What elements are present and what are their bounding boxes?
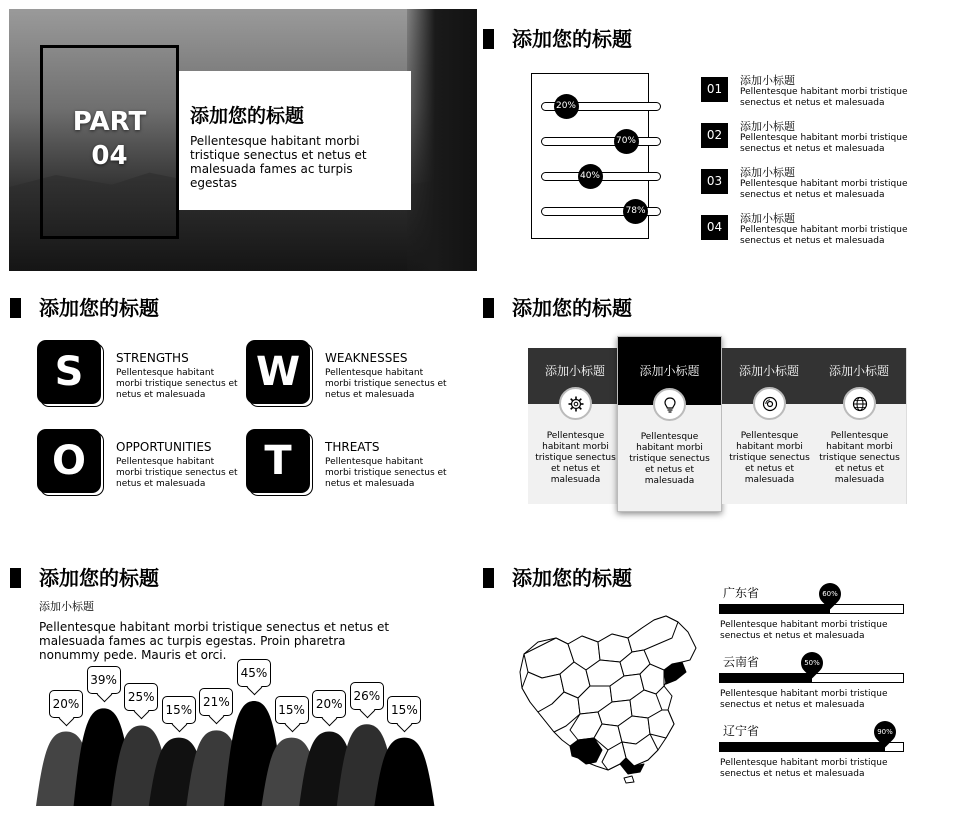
swot-desc: Pellentesque habitant morbi tristique senectus et netus et malesuada [116, 368, 238, 400]
cover-card [179, 71, 411, 210]
title-marker [483, 568, 494, 588]
slider-handle[interactable]: 70% [614, 129, 639, 154]
item-number: 02 [701, 123, 728, 148]
disc-icon [753, 387, 786, 420]
title-marker [483, 298, 494, 318]
list-item [701, 210, 941, 254]
slider-handle[interactable]: 20% [554, 94, 579, 119]
feature-column-highlighted [617, 336, 722, 512]
province-name: 广东省 [723, 586, 760, 600]
swot-letter: W [246, 340, 310, 404]
data-label: 25% [124, 683, 158, 711]
slide-map [482, 548, 950, 810]
data-label: 20% [49, 690, 83, 718]
swot-opportunities [37, 429, 247, 501]
map-region-hainan [624, 776, 634, 783]
list-item [701, 118, 941, 162]
globe-icon [843, 387, 876, 420]
progress-fill [720, 674, 812, 682]
swot-heading: THREATS [325, 440, 380, 454]
pin-label: 60% [822, 590, 838, 598]
title-marker [483, 29, 494, 49]
swot-heading: STRENGTHS [116, 351, 189, 365]
progress-fill [720, 605, 830, 613]
province-name: 辽宁省 [723, 724, 760, 738]
part-word: PART [72, 107, 147, 137]
list-item [701, 164, 941, 208]
data-label: 15% [162, 696, 196, 724]
swot-heading: WEAKNESSES [325, 351, 408, 365]
swot-weaknesses [246, 340, 456, 412]
item-number: 03 [701, 169, 728, 194]
column-text: Pellentesque habitant morbi tristique senectus et netus et malesuada [535, 431, 616, 485]
item-number: 01 [701, 77, 728, 102]
item-label: 添加小标题 [740, 120, 795, 133]
slider-track[interactable] [541, 137, 661, 146]
swot-desc: Pellentesque habitant morbi tristique senectus et netus et malesuada [325, 457, 447, 489]
slide-title: 添加您的标题 [39, 566, 159, 590]
column-head: 添加小标题 [812, 348, 906, 404]
map-highlight-yunnan [570, 738, 602, 764]
swot-letter: T [246, 429, 310, 493]
slider-handle[interactable]: 78% [623, 199, 648, 224]
slide-title: 添加您的标题 [512, 27, 632, 51]
province-row [719, 653, 919, 713]
slide-title: 添加您的标题 [39, 296, 159, 320]
slide-columns [482, 278, 950, 540]
chart-subtitle: 添加小标题 [39, 600, 94, 613]
data-label: 26% [350, 682, 384, 710]
column-head: 添加小标题 [618, 337, 721, 405]
cover-title: 添加您的标题 [190, 105, 305, 127]
slide-cover [9, 9, 477, 271]
map-pin-icon [796, 647, 827, 678]
pin-label: 50% [803, 659, 820, 667]
province-row [719, 584, 919, 644]
gear-icon [559, 387, 592, 420]
item-desc: Pellentesque habitant morbi tristique senectus et netus et malesuada [740, 87, 908, 108]
column-text: Pellentesque habitant morbi tristique senectus et netus et malesuada [819, 431, 900, 485]
feature-column [812, 348, 907, 504]
data-label: 21% [199, 688, 233, 716]
feature-column [722, 348, 817, 504]
part-label [43, 105, 176, 173]
slide-swot [9, 278, 477, 540]
data-label: 15% [387, 696, 421, 724]
cover-text: Pellentesque habitant morbi tristique senectus et netus et malesuada fames ac turpis egestas [190, 134, 367, 190]
list-item [701, 72, 941, 116]
tree-silhouette [407, 9, 477, 271]
china-map [516, 614, 706, 784]
pin-label: 90% [876, 728, 893, 736]
swot-desc: Pellentesque habitant morbi tristique senectus et netus et malesuada [116, 457, 238, 489]
slide-sliders [482, 9, 950, 271]
swot-threats [246, 429, 456, 501]
column-text: Pellentesque habitant morbi tristique senectus et netus et malesuada [729, 431, 810, 485]
lightbulb-icon [653, 388, 686, 421]
item-label: 添加小标题 [740, 74, 795, 87]
province-desc: Pellentesque habitant morbi tristique senectus et netus et malesuada [720, 758, 888, 779]
slide-title: 添加您的标题 [512, 296, 632, 320]
part-number: 04 [91, 141, 128, 171]
data-label: 45% [237, 659, 271, 687]
map-pin-icon [869, 716, 900, 747]
slider-handle[interactable]: 40% [578, 164, 603, 189]
data-label: 20% [312, 690, 346, 718]
item-desc: Pellentesque habitant morbi tristique senectus et netus et malesuada [740, 225, 908, 246]
province-desc: Pellentesque habitant morbi tristique senectus et netus et malesuada [720, 620, 888, 641]
swot-heading: OPPORTUNITIES [116, 440, 212, 454]
province-name: 云南省 [723, 655, 760, 669]
slider-track[interactable] [541, 102, 661, 111]
slide-mountain-chart [9, 548, 477, 810]
province-desc: Pellentesque habitant morbi tristique senectus et netus et malesuada [720, 689, 888, 710]
item-desc: Pellentesque habitant morbi tristique senectus et netus et malesuada [740, 179, 908, 200]
swot-letter: S [37, 340, 101, 404]
item-desc: Pellentesque habitant morbi tristique senectus et netus et malesuada [740, 133, 908, 154]
province-row [719, 722, 919, 782]
feature-column [528, 348, 623, 504]
swot-strengths [37, 340, 247, 412]
item-label: 添加小标题 [740, 212, 795, 225]
item-label: 添加小标题 [740, 166, 795, 179]
swot-desc: Pellentesque habitant morbi tristique senectus et netus et malesuada [325, 368, 447, 400]
column-head: 添加小标题 [528, 348, 622, 404]
chart-paragraph: Pellentesque habitant morbi tristique senectus et netus et malesuada fames ac turpis egestas. Proin pharetra nonummy pede. Mauris et orci. [39, 620, 390, 662]
swot-letter: O [37, 429, 101, 493]
slider-track[interactable] [541, 172, 661, 181]
item-number: 04 [701, 215, 728, 240]
data-label: 39% [87, 666, 121, 694]
data-label: 15% [275, 696, 309, 724]
column-head: 添加小标题 [722, 348, 816, 404]
map-pin-icon [814, 578, 845, 609]
slider-track[interactable] [541, 207, 661, 216]
progress-fill [720, 743, 885, 751]
column-text: Pellentesque habitant morbi tristique senectus et netus et malesuada [629, 432, 710, 486]
slide-title: 添加您的标题 [512, 566, 632, 590]
title-marker [10, 298, 21, 318]
